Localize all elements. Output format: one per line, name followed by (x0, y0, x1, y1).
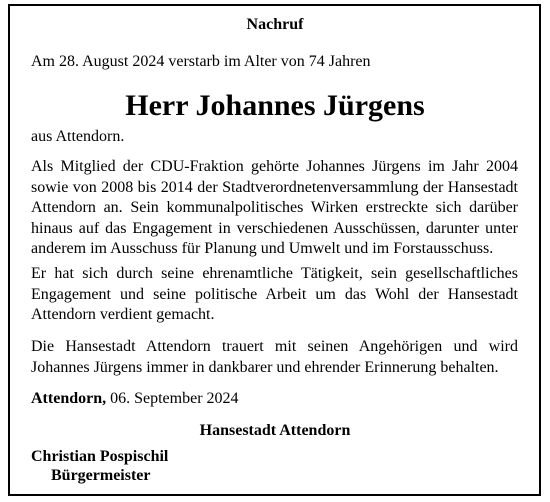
place-date (31, 389, 239, 409)
signatory-role: Bürgermeister (51, 467, 151, 484)
paragraph-engagement (31, 264, 518, 326)
intro-line: Am 28. August 2024 verstarb im Alter von 74 Jahren (31, 53, 371, 70)
paragraph-condolence (31, 337, 518, 378)
origin-line: aus Attendorn. (31, 128, 125, 145)
paragraph-condolence-text: Die Hansestadt Attendorn trauert mit seinen Angehörigen und wird Johannes Jürgens immer in dankbarer und ehrender Erinnerung behalten. (31, 338, 518, 376)
notice-heading: Nachruf (246, 16, 304, 33)
date: 06. September 2024 (110, 390, 239, 407)
signatory-name: Christian Pospischil (31, 448, 169, 465)
organization: Hansestadt Attendorn (199, 422, 351, 439)
signature-block (31, 447, 168, 485)
paragraph-career-text: Als Mitglied der CDU-Fraktion gehörte Johannes Jürgens im Jahr 2004 sowie von 2008 bis 2014 der Stadtverordnetenversammlung der Hansestadt Attendorn an. Sein kommunalpolitisches Wirken erstreckte sich darüber hinaus auf das Engagement in verschiedenen Ausschüssen, darunter unter anderem im Ausschuss für Planung und Umwelt und im Forstausschuss. (31, 158, 518, 257)
place: Attendorn, (31, 390, 107, 407)
deceased-name: Herr Johannes Jürgens (125, 89, 425, 122)
paragraph-engagement-text: Er hat sich durch seine ehrenamtliche Tätigkeit, sein gesellschaftliches Engagement und seine politische Arbeit um das Wohl der Hansestadt Attendorn verdient gemacht. (31, 265, 518, 323)
paragraph-career (31, 157, 518, 260)
